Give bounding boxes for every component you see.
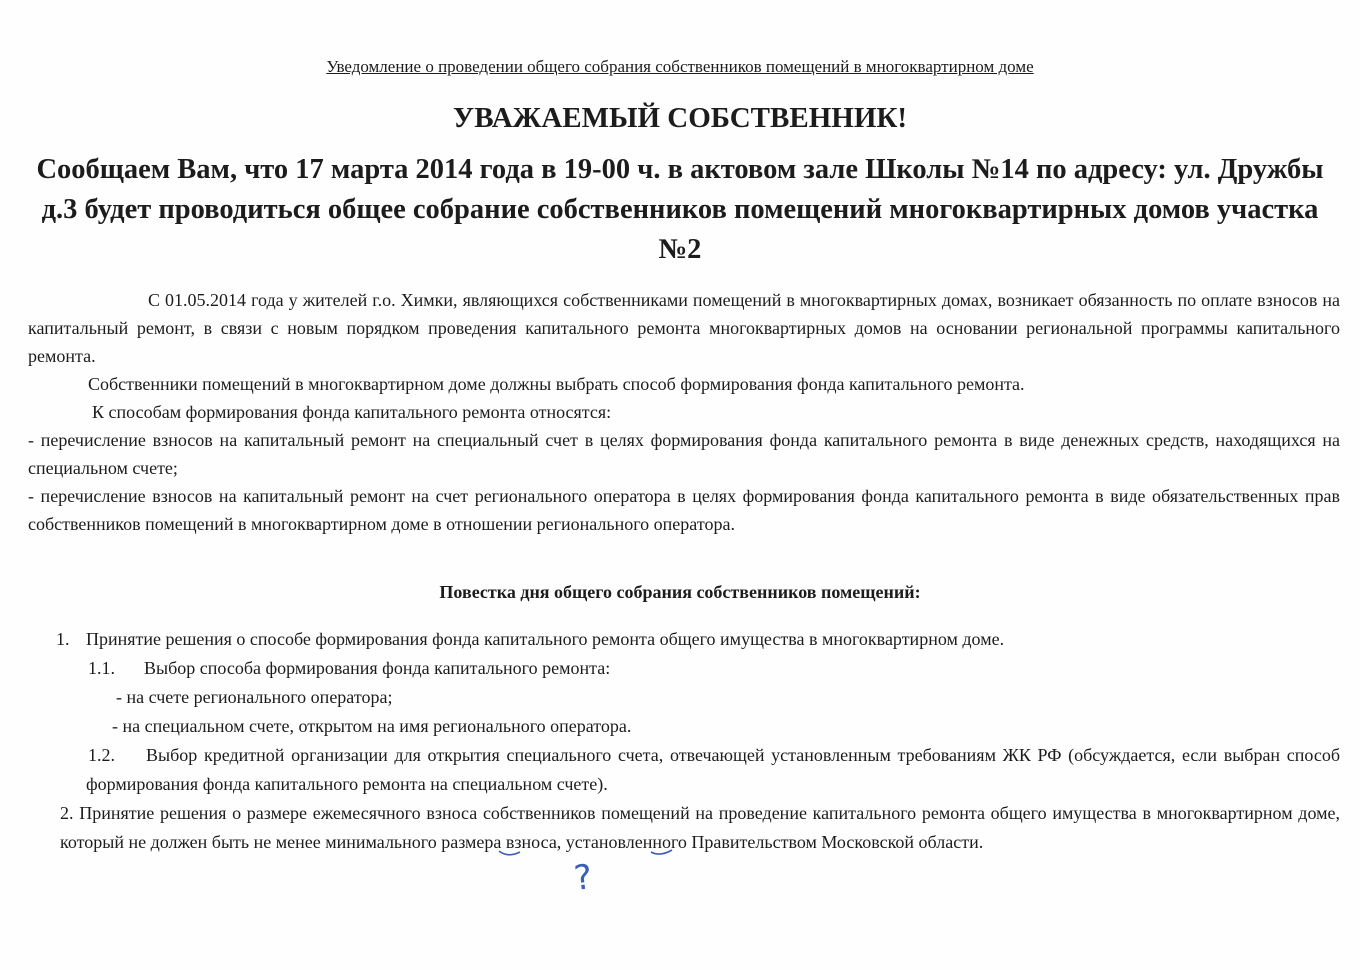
agenda-item-2: 2. Принятие решения о размере ежемесячного взноса собственников помещений на проведение капитального ремонта общего имущества в многоквартирном доме, который не должен быть не менее минимального размера взноса, установленного Правительством Московской области. [60,803,1340,852]
agenda-title: Повестка дня общего собрания собственников помещений: [439,582,921,602]
handwritten-underline-1 [499,851,520,855]
paragraph-methods-intro: К способам формирования фонда капитального ремонта относятся: [92,402,612,422]
agenda-option-regional-operator: - на счете регионального оператора; [116,687,393,707]
agenda-option-special-account: - на специальном счете, открытом на имя регионального оператора. [112,716,632,736]
notice-title: Уведомление о проведении общего собрания собственников помещений в многоквартирном доме [326,57,1034,76]
agenda-item-1-text: Принятие решения о способе формирования фонда капитального ремонта общего имущества в многоквартирном доме. [86,629,1005,649]
paragraph-method-regional-operator: - перечисление взносов на капитальный ремонт на счет регионального оператора в целях формирования фонда капитального ремонта в виде обязательственных прав собственников помещений в многоквартирном доме в отношении регионального оператора. [28,486,1340,534]
agenda-item-1-number: 1. [56,629,70,649]
announcement-lead: Сообщаем Вам, что 17 марта 2014 года в 19-00 ч. в актовом зале Школы №14 по адресу: ул. Дружбы д.3 будет проводиться общее собрание собственников помещений многоквартирных домов участка №2 [36,154,1324,265]
agenda-subitem-1-1-text: Выбор способа формирования фонда капитального ремонта: [144,658,611,678]
agenda-subitem-1-2-text: Выбор кредитной организации для открытия специального счета, отвечающей установленным требованиям ЖК РФ (обсуждается, если выбран способ формирования фонда капитального ремонта на специальном счете). [86,745,1340,794]
paragraph-obligation: С 01.05.2014 года у жителей г.о. Химки, являющихся собственниками помещений в многоквартирных домах, возникает обязанность по оплате взносов на капитальный ремонт, в связи с новым порядком проведения капитального ремонта многоквартирных домов на основании региональной программы капитального ремонта. [28,290,1340,366]
paragraph-owners-choose: Собственники помещений в многоквартирном доме должны выбрать способ формирования фонда капитального ремонта. [88,374,1025,394]
agenda-subitem-1-1-number: 1.1. [88,658,115,678]
handwritten-underline-2 [651,850,672,854]
handwritten-question-mark: ? [571,857,595,899]
salutation-heading: УВАЖАЕМЫЙ СОБСТВЕННИК! [452,102,908,134]
agenda-subitem-1-2-number: 1.2. [88,745,115,765]
paragraph-method-special-account: - перечисление взносов на капитальный ремонт на специальный счет в целях формирования фонда капитального ремонта в виде денежных средств, находящихся на специальном счете; [28,430,1340,478]
